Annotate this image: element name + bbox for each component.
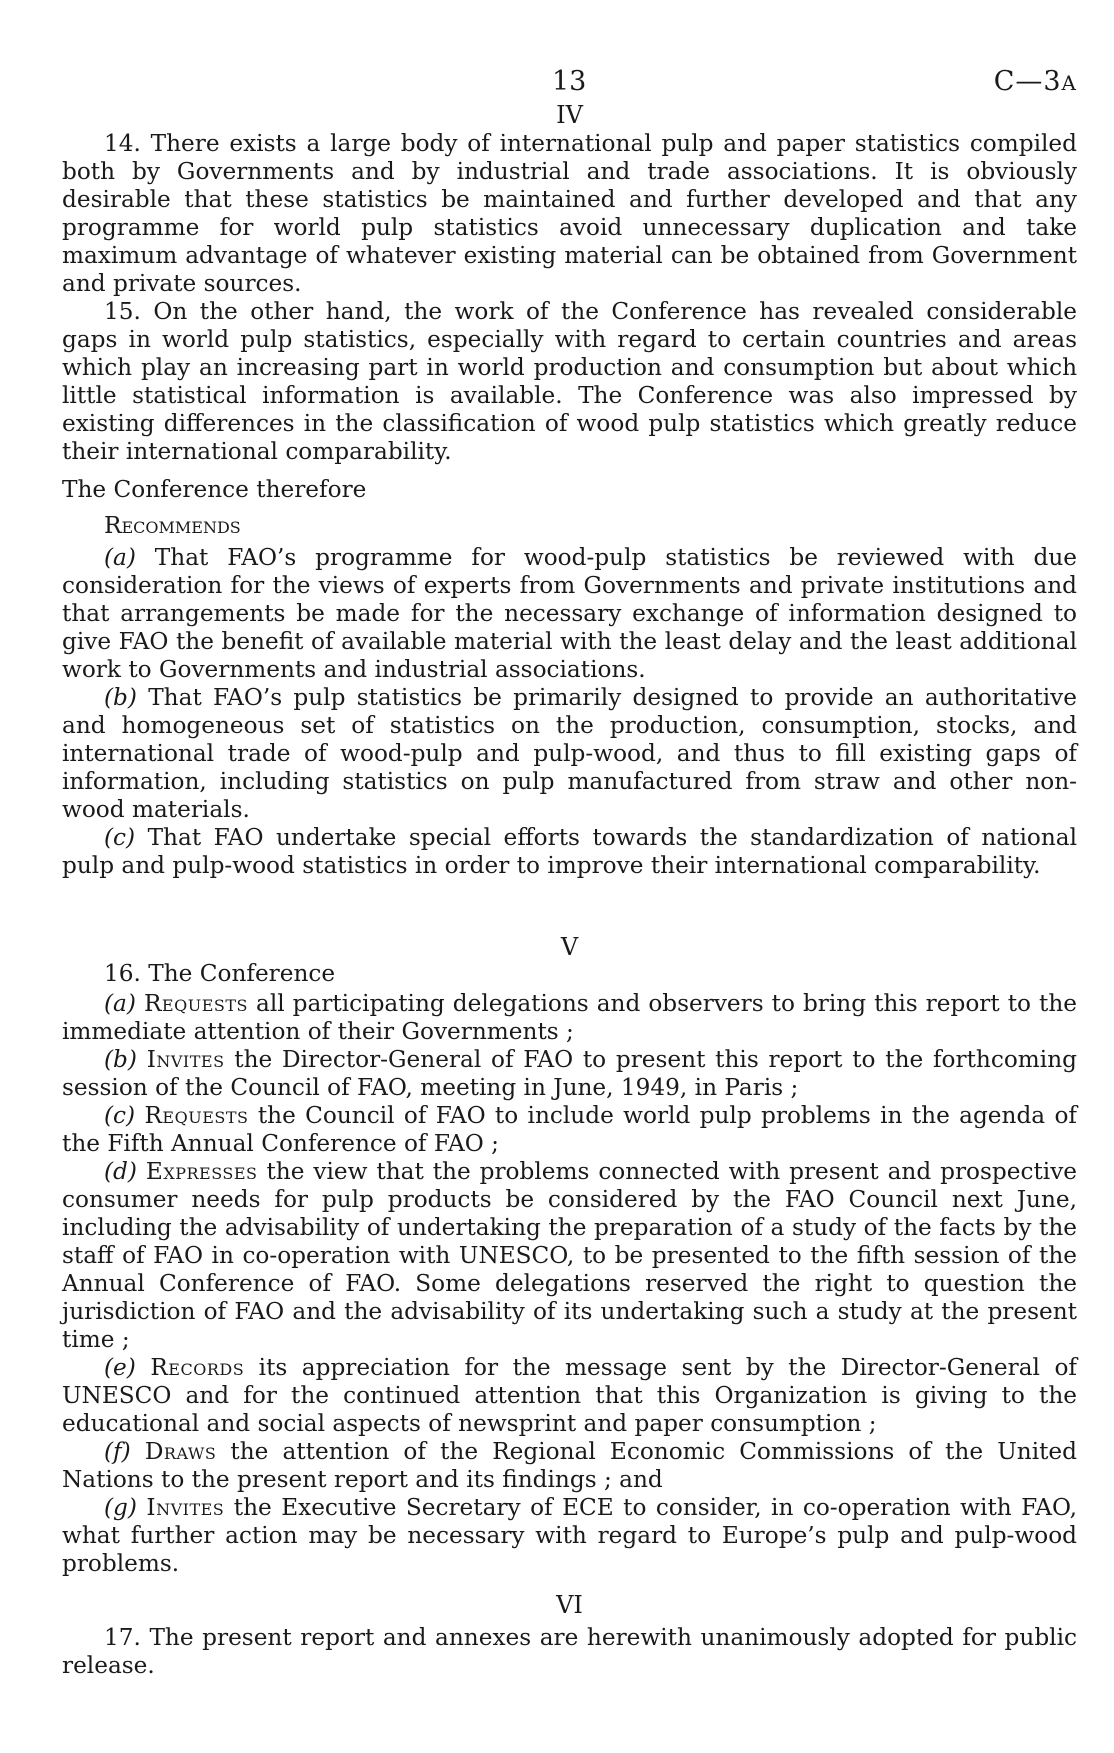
item-label: (d) [104, 1158, 137, 1185]
item-text: the Council of FAO to include world pulp problems in the agenda of the Fifth Annual Conference of FAO ; [62, 1102, 1078, 1157]
recommendation-text: That FAO’s programme for wood-pulp statistics be reviewed with due consideration for the views of experts from Governments and private institutions and that arrangements be made for the necessary exchange of information designed to give FAO the benefit of available material with the least delay and the least additional work to Governments and industrial associations. [62, 544, 1077, 683]
conference-therefore: The Conference therefore [62, 476, 367, 503]
item-label: (e) [104, 1354, 136, 1381]
recommendation-label: (b) [104, 684, 137, 711]
paragraph-15: 15. On the other hand, the work of the Conference has revealed considerable gaps in world pulp statistics, especially with regard to certain countries and areas which play an increasing part in world production and consumption but about which little statistical information is available. The Conference was also impressed by existing differences in the classification of wood pulp statistics which greatly reduce their international comparability. [62, 298, 1077, 465]
resolution-item-f [62, 1438, 1077, 1494]
item-verb: Expresses [145, 1158, 258, 1185]
paragraph-17: 17. The present report and annexes are herewith unanimously adopted for public release. [62, 1624, 1077, 1679]
page-number: 13 [552, 66, 587, 97]
document-reference [994, 66, 1077, 97]
item-label: (g) [104, 1494, 137, 1521]
resolution-item-a [62, 990, 1077, 1046]
item-text: the attention of the Regional Economic Commissions of the United Nations to the present report and its findings ; and [62, 1438, 1077, 1493]
recommendation-text: That FAO undertake special efforts towards the standardization of national pulp and pulp-wood statistics in order to improve their international comparability. [62, 824, 1077, 879]
section-heading-v: V [560, 933, 579, 961]
resolution-item-d [62, 1158, 1077, 1354]
item-text: the Director-General of FAO to present this report to the forthcoming session of the Council of FAO, meeting in June, 1949, in Paris ; [62, 1046, 1077, 1101]
item-label: (c) [104, 1102, 136, 1129]
item-label: (a) [104, 990, 136, 1017]
recommendation-b [62, 684, 1077, 824]
recommendation-text: That FAO’s pulp statistics be primarily designed to provide an authoritative and homogeneous set of statistics on the production, consumption, stocks, and international trade of wood-pulp and pulp-wood, and thus to fill existing gaps of information, including statistics on pulp manufactured from straw and other non-wood materials. [62, 684, 1078, 823]
paragraph-16: 16. The Conference [104, 960, 336, 987]
section-heading-vi: VI [556, 1591, 583, 1619]
paragraph-14: 14. There exists a large body of international pulp and paper statistics compiled both by Governments and by industrial and trade associations. It is obviously desirable that these statistics be maintained and further developed and that any programme for world pulp statistics avoid unnecessary duplication and take maximum advantage of whatever existing material can be obtained from Government and private sources. [62, 130, 1077, 297]
item-text: all participating delegations and observers to bring this report to the immediate attention of their Governments ; [62, 990, 1077, 1045]
recommends-heading: Recommends [104, 512, 241, 539]
resolution-item-b [62, 1046, 1077, 1102]
item-text: its appreciation for the message sent by the Director-General of UNESCO and for the continued attention that this Organization is giving to the educational and social aspects of newsprint and paper consumption ; [62, 1354, 1077, 1437]
document-page [62, 60, 1077, 1680]
item-text: the Executive Secretary of ECE to consider, in co-operation with FAO, what further action may be necessary with regard to Europe’s pulp and pulp-wood problems. [62, 1494, 1078, 1577]
resolution-item-e [62, 1354, 1077, 1438]
resolution-item-g [62, 1494, 1077, 1578]
item-text: the view that the problems connected with present and prospective consumer needs for pulp products be considered by the FAO Council next June, including the advisability of undertaking the preparation of a study of the facts by the staff of FAO in co-operation with UNESCO, to be presented to the fifth session of the Annual Conference of FAO. Some delegations reserved the right to question the jurisdiction of FAO and the advisability of its undertaking such a study at the present time ; [62, 1158, 1078, 1353]
recommendation-label: (a) [104, 544, 136, 571]
item-verb: Invites [146, 1494, 225, 1521]
item-label: (b) [104, 1046, 137, 1073]
recommendation-label: (c) [104, 824, 136, 851]
reference-suffix: A [1061, 71, 1077, 95]
item-verb: Invites [146, 1046, 225, 1073]
item-verb: Draws [144, 1438, 217, 1465]
section-heading-iv: IV [556, 101, 583, 129]
reference-main: C—3 [993, 66, 1062, 97]
item-label: (f) [104, 1438, 131, 1465]
item-verb: Records [150, 1354, 245, 1381]
recommendation-c [62, 824, 1077, 880]
page-header [62, 60, 1077, 106]
item-verb: Requests [143, 990, 248, 1017]
item-verb: Requests [144, 1102, 249, 1129]
resolution-item-c [62, 1102, 1077, 1158]
recommendation-a [62, 544, 1077, 684]
